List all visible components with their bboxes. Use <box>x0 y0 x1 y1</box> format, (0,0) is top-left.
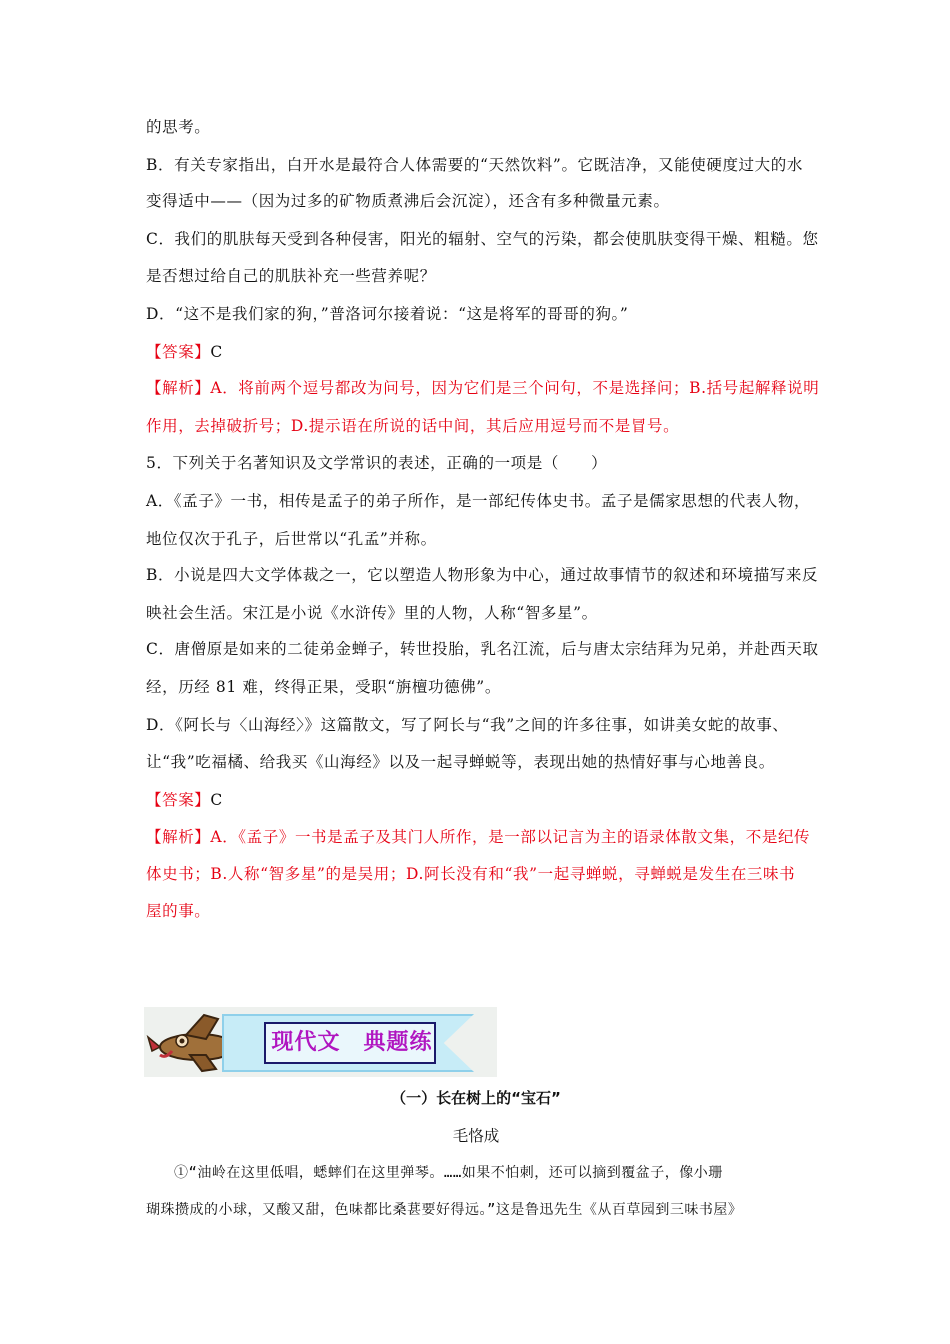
q5-option-d-line1: D．《阿长与〈山海经〉》这篇散文，写了阿长与“我”之间的许多往事，如讲美女蛇的故事、 <box>146 716 789 734</box>
answer-4 <box>146 340 846 364</box>
analysis-5-line1 <box>146 825 846 849</box>
banner-title: 现代文 典题练 <box>271 1030 433 1055</box>
option-b-line2: 变得适中——（因为过多的矿物质煮沸后会沉淀），还含有多种微量元素。 <box>146 192 670 210</box>
question-5-stem: 5．下列关于名著知识及文学常识的表述，正确的一项是（ ） <box>146 454 608 472</box>
option-b-line1: B．有关专家指出，白开水是最符合人体需要的“天然饮料”。它既洁净，又能使硬度过大的水 <box>146 156 803 174</box>
analysis-4-line2: 作用，去掉破折号；D.提示语在所说的话中间，其后应用逗号而不是冒号。 <box>146 417 680 435</box>
option-d-line: D．“这不是我们家的狗，”普洛诃尔接着说：“这是将军的哥哥的狗。” <box>146 305 629 323</box>
q5-option-c-line1: C．唐僧原是如来的二徒弟金蝉子，转世投胎，乳名江流，后与唐太宗结拜为兄弟，并赴西天取 <box>146 640 819 658</box>
option-c-line2: 是否想过给自己的肌肤补充一些营养呢？ <box>146 267 436 285</box>
text-line: 的思考。 <box>146 118 211 136</box>
option-c-line1: C．我们的肌肤每天受到各种侵害，阳光的辐射、空气的污染，都会使肌肤变得干燥、粗糙。您 <box>146 230 819 248</box>
q5-option-a-line2: 地位仅次于孔子，后世常以“孔孟”并称。 <box>146 530 437 548</box>
passage-paragraph-1-line2: 瑚珠攒成的小球，又酸又甜，色味都比桑葚要好得远。”这是鲁迅先生《从百草园到三味书屋》 <box>146 1202 743 1218</box>
passage-author: 毛恪成 <box>452 1127 500 1145</box>
passage-paragraph-1-line1: ①“油岭在这里低唱，蟋蟀们在这里弹琴。……如果不怕刺，还可以摘到覆盆子，像小珊 <box>174 1165 723 1181</box>
answer-label: 【答案】 <box>146 343 211 361</box>
answer-5 <box>146 788 846 812</box>
analysis-5-line2: 体史书；B.人称“智多星”的是吴用；D.阿长没有和“我”一起寻蝉蜕，寻蝉蜕是发生在三味书 <box>146 865 796 883</box>
answer-value: C <box>210 791 223 809</box>
answer-value: C <box>210 343 223 361</box>
answer-label: 【答案】 <box>146 791 211 809</box>
q5-option-a-line1: A．《孟子》一书，相传是孟子的弟子所作，是一部纪传体史书。孟子是儒家思想的代表人物， <box>146 492 811 510</box>
analysis-5-line3: 屋的事。 <box>146 902 211 920</box>
analysis-4-line1 <box>146 376 846 400</box>
analysis-label: 【解析】 <box>146 379 211 397</box>
section-banner <box>144 1007 497 1077</box>
analysis-text: A．将前两个逗号都改为问号，因为它们是三个问句，不是选择问；B.括号起解释说明 <box>210 379 820 397</box>
q5-option-d-line2: 让“我”吃福橘、给我买《山海经》以及一起寻蝉蜕等，表现出她的热情好事与心地善良。 <box>146 753 775 771</box>
analysis-label: 【解析】 <box>146 828 211 846</box>
analysis-text: A．《孟子》一书是孟子及其门人所作，是一部以记言为主的语录体散文集，不是纪传 <box>210 828 811 846</box>
q5-option-b-line2: 映社会生活。宋江是小说《水浒传》里的人物，人称“智多星”。 <box>146 604 598 622</box>
passage-title: （一）长在树上的“宝石” <box>391 1089 561 1107</box>
q5-option-b-line1: B．小说是四大文学体裁之一，它以塑造人物形象为中心，通过故事情节的叙述和环境描写来反 <box>146 566 819 584</box>
q5-option-c-line2: 经，历经 81 难，终得正果，受职“旃檀功德佛”。 <box>146 678 501 696</box>
